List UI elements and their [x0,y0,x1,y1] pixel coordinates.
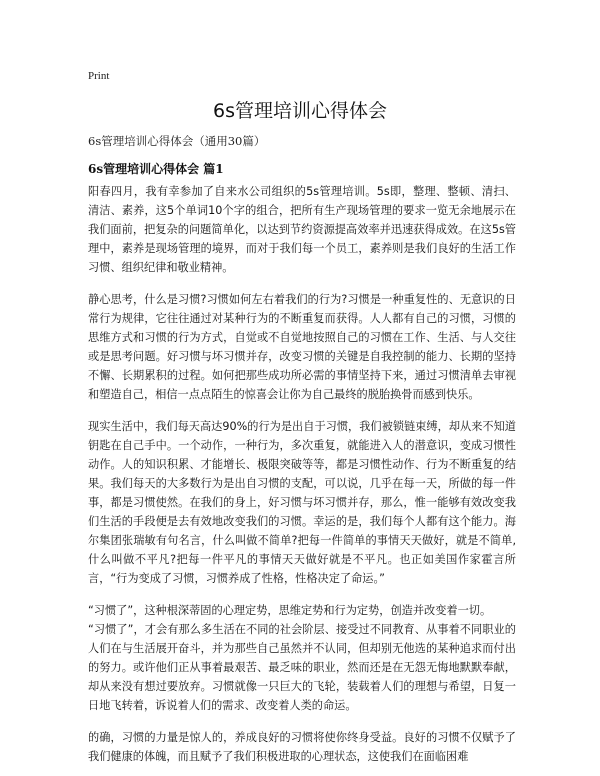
paragraph: 静心思考，什么是习惯?习惯如何左右着我们的行为?习惯是一种重复性的、无意识的日常行为规律，它往往通过对某种行为的不断重复而获得。人人都有自己的习惯，习惯的思维方式和习惯的行为方式，自觉或不自觉地按照自己的习惯在工作、生活、与人交往或是思考问题。好习惯与坏习惯并存，改变习惯的关键是自我控制的能力、长期的坚持不懈、长期累积的过程。如何把那些成功所必需的事情坚持下来，通过习惯清单去审视和塑造自己，相信一点点陌生的惊喜会让你为自己最终的脱胎换骨而感到快乐。 [88,293,516,401]
paragraph: “习惯了”，才会有那么多生活在不同的社会阶层、接受过不同教育、从事着不同职业的人们在与生活展开奋斗，并为那些自己虽然并不认同，但却别无他选的某种追求而付出的努力。或许他们正从事着最艰苦、最乏味的职业，然而还是在无怨无悔地默默奉献，却从来没有想过要放弃。习惯就像一只巨大的飞轮，装载着人们的理想与希望，日复一日地飞转着，诉说着人们的需求、改变着人类的命运。 [88,623,516,712]
print-link[interactable]: Print [88,70,110,82]
article-body [88,182,516,776]
section-heading: 6s管理培训心得体会 篇1 [88,162,224,176]
paragraph: 的确，习惯的力量是惊人的，养成良好的习惯将使你终身受益。良好的习惯不仅赋予了我们健康的体魄，而且赋予了我们积极进取的心理状态，这使我们在面临困难 [88,731,516,763]
paragraph: “习惯了”，这种根深蒂固的心理定势，思维定势和行为定势，创造并改变着一切。 [88,604,492,617]
page-title: 6s管理培训心得体会 [213,100,387,122]
document-subtitle: 6s管理培训心得体会（通用30篇） [88,134,266,148]
paragraph: 现实生活中，我们每天高达90%的行为是出自于习惯，我们被锁链束缚，却从来不知道钥匙在自己手中。一个动作，一种行为，多次重复，就能进入人的潜意识，变成习惯性动作。人的知识积累、才能增长、极限突破等等，都是习惯性动作、行为不断重复的结果。我们每天的大多数行为是出自习惯的支配，可以说，几乎在每一天，所做的每一件事，都是习惯使然。在我们的身上，好习惯与坏习惯并存，那么，惟一能够有效改变我们生活的手段便是去有效地改变我们的习惯。幸运的是，我们每个人都有这个能力。海尔集团张瑞敏有句名言，什么叫做不简单?把每一件简单的事情天天做好，就是不简单,什么叫做不平凡?把每一件平凡的事情天天做好就是不平凡。也正如美国作家霍言所言，“行为变成了习惯，习惯养成了性格，性格决定了命运。” [88,420,516,585]
paragraph: 阳春四月，我有幸参加了自来水公司组织的5s管理培训。5s即，整理、整顿、清扫、清洁、素养，这5个单词10个字的组合，把所有生产现场管理的要求一览无余地展示在我们面前，把复杂的问题简单化，以达到节约资源提高效率并迅速获得成效。在这5s管理中，素养是现场管理的境界，而对于我们每一个员工，素养则是我们良好的生活工作习惯、组织纪律和敬业精神。 [88,185,516,274]
